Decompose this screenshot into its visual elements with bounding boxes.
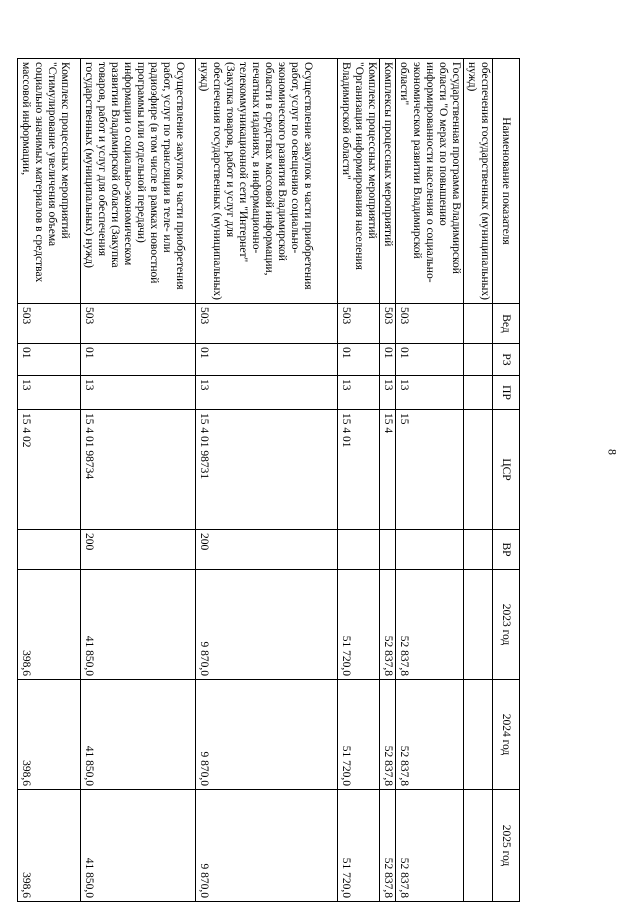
cell-csr: 15 4 01 98734 <box>81 410 196 530</box>
column-header-2023: 2023 год <box>493 570 520 680</box>
cell-2023: 398,6 <box>18 570 81 680</box>
cell-csr: 15 4 <box>380 410 396 530</box>
cell-ved: 503 <box>338 304 380 344</box>
cell-2025: 52 837,8 <box>380 790 396 902</box>
cell-2024: 52 837,8 <box>396 680 464 790</box>
cell-vr: 200 <box>81 530 196 570</box>
table-row <box>196 59 338 902</box>
cell-vr <box>18 530 81 570</box>
cell-name: Государственная программа Владимирской области "О мерах по повышению информированности населения о социально-экономическом развитии Владимирской области" <box>396 59 464 304</box>
cell-csr: 15 <box>396 410 464 530</box>
cell-pr <box>464 376 493 410</box>
table-row <box>380 59 396 902</box>
table-header-row <box>493 59 520 902</box>
cell-ved: 503 <box>196 304 338 344</box>
table-row <box>338 59 380 902</box>
cell-2024 <box>464 680 493 790</box>
cell-csr: 15 4 01 98731 <box>196 410 338 530</box>
cell-2024: 398,6 <box>18 680 81 790</box>
cell-name: Осуществление закупок в части приобретения работ, услуг по освещению социально-экономического развития Владимирской области в средствах массовой информации, печатных изданиях, в информационно-телекоммуникационной сети "Интернет" (Закупка товаров, работ и услуг для обеспечения государственных (муниципальных) нужд) <box>196 59 338 304</box>
cell-vr <box>338 530 380 570</box>
cell-ved: 503 <box>396 304 464 344</box>
cell-ved: 503 <box>81 304 196 344</box>
cell-2023 <box>464 570 493 680</box>
cell-2023: 52 837,8 <box>396 570 464 680</box>
cell-rz <box>464 344 493 376</box>
column-header-2025: 2025 год <box>493 790 520 902</box>
cell-rz: 01 <box>196 344 338 376</box>
cell-ved: 503 <box>380 304 396 344</box>
budget-table-container <box>20 58 520 901</box>
cell-vr <box>380 530 396 570</box>
cell-2023: 52 837,8 <box>380 570 396 680</box>
cell-ved: 503 <box>18 304 81 344</box>
table-row <box>396 59 464 902</box>
cell-pr: 13 <box>18 376 81 410</box>
cell-pr: 13 <box>196 376 338 410</box>
budget-table <box>17 58 520 902</box>
cell-ved <box>464 304 493 344</box>
cell-rz: 01 <box>18 344 81 376</box>
cell-2023: 9 870,0 <box>196 570 338 680</box>
cell-csr: 15 4 02 <box>18 410 81 530</box>
cell-vr <box>396 530 464 570</box>
column-header-vr: ВР <box>493 530 520 570</box>
column-header-csr: ЦСР <box>493 410 520 530</box>
cell-2025 <box>464 790 493 902</box>
cell-2024: 52 837,8 <box>380 680 396 790</box>
cell-csr: 15 4 01 <box>338 410 380 530</box>
page-number: 8 <box>605 449 620 455</box>
column-header-2024: 2024 год <box>493 680 520 790</box>
column-header-ved: Вед <box>493 304 520 344</box>
cell-2023: 41 850,0 <box>81 570 196 680</box>
cell-2024: 51 720,0 <box>338 680 380 790</box>
cell-2025: 51 720,0 <box>338 790 380 902</box>
table-row <box>81 59 196 902</box>
cell-pr: 13 <box>396 376 464 410</box>
column-header-name: Наименование показателя <box>493 59 520 304</box>
table-row <box>18 59 81 902</box>
cell-pr: 13 <box>380 376 396 410</box>
cell-vr <box>464 530 493 570</box>
cell-rz: 01 <box>380 344 396 376</box>
column-header-pr: ПР <box>493 376 520 410</box>
cell-name: Комплекс процессных мероприятий "Организация информирования населения Владимирской области" <box>338 59 380 304</box>
cell-pr: 13 <box>81 376 196 410</box>
cell-rz: 01 <box>396 344 464 376</box>
table-row <box>464 59 493 902</box>
cell-name: Комплекс процессных мероприятий "Стимулирование увеличения объема социально значимых материалов в средствах массовой информации, <box>18 59 81 304</box>
cell-rz: 01 <box>338 344 380 376</box>
cell-rz: 01 <box>81 344 196 376</box>
column-header-rz: РЗ <box>493 344 520 376</box>
cell-vr: 200 <box>196 530 338 570</box>
cell-2024: 9 870,0 <box>196 680 338 790</box>
cell-2023: 51 720,0 <box>338 570 380 680</box>
cell-2024: 41 850,0 <box>81 680 196 790</box>
cell-2025: 398,6 <box>18 790 81 902</box>
cell-name: Комплексы процессных мероприятий <box>380 59 396 304</box>
cell-pr: 13 <box>338 376 380 410</box>
cell-2025: 52 837,8 <box>396 790 464 902</box>
cell-csr <box>464 410 493 530</box>
cell-name: Осуществление закупок в части приобретения работ, услуг по трансляции в теле- или радиоэфире (в том числе в рамках новостной программы или отдельной передачи) информации о социально-экономическом развитии Владимирской области (Закупка товаров, работ и услуг для обеспечения государственных (муниципальных) нужд) <box>81 59 196 304</box>
cell-2025: 9 870,0 <box>196 790 338 902</box>
cell-name: обеспечения государственных (муниципальных) нужд) <box>464 59 493 304</box>
cell-2025: 41 850,0 <box>81 790 196 902</box>
